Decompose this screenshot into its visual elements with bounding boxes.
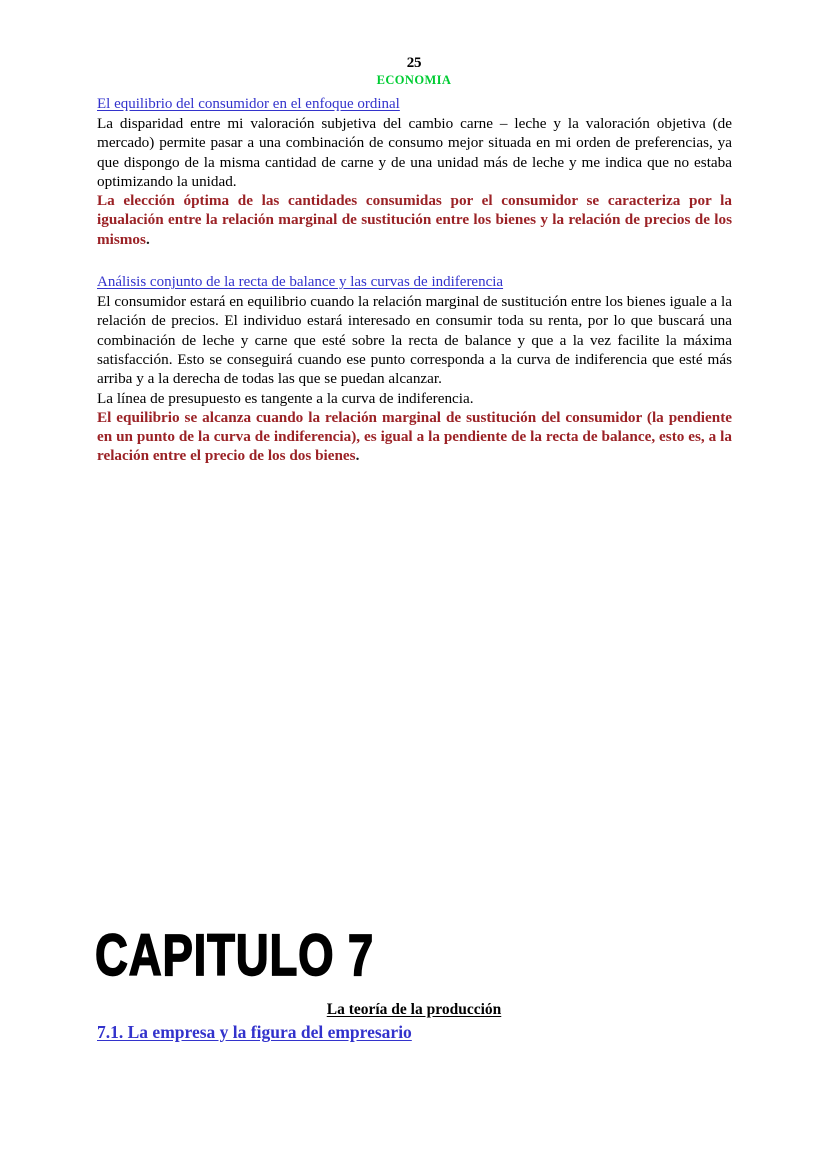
emphasis-equilibrio-alcanza	[97, 408, 732, 466]
emphasis-eleccion-optima	[97, 191, 732, 249]
section-heading-analisis-conjunto[interactable]: Análisis conjunto de la recta de balance y las curvas de indiferencia	[97, 274, 504, 291]
emphasis-eleccion-optima-period: .	[145, 230, 150, 248]
emphasis-equilibrio-alcanza-text: El equilibrio se alcanza cuando la relación marginal de sustitución del consumidor (la pendiente en un punto de la curva de indiferencia), es igual a la pendiente de la recta de balance, esto es, a la relación entre el precio de los dos bienes	[97, 408, 732, 465]
page-header	[0, 56, 828, 87]
emphasis-eleccion-optima-text: La elección óptima de las cantidades consumidas por el consumidor se caracteriza por la igualación entre la relación marginal de sustitución entre los bienes y la relación de precios de los mismos	[97, 192, 732, 248]
document-body	[97, 95, 732, 466]
section-spacer	[97, 249, 732, 273]
subsection-heading-7-1[interactable]: 7.1. La empresa y la figura del empresario	[97, 1022, 412, 1042]
page-number: 25	[406, 55, 422, 71]
part-title	[0, 1001, 828, 1019]
chapter-title: CAPITULO 7	[95, 922, 375, 989]
paragraph-consumidor-equilibrio: El consumidor estará en equilibrio cuando la relación marginal de sustitución entre los bienes iguale a la relación de precios. El individuo estará interesado en consumir toda su renta, por lo que buscará una combinación de leche y carne que esté sobre la recta de balance y que a la vez facilite la máxima satisfacción. Esto se conseguirá cuando ese punto corresponda a la curva de indiferencia que esté más arriba y a la derecha de todas las que se puedan alcanzar.	[97, 293, 732, 388]
paragraph-disparidad-valoracion: La disparidad entre mi valoración subjetiva del cambio carne – leche y la valoración objetiva (de mercado) permite pasar a una combinación de consumo mejor situada en mi orden de preferencias, ya que dispongo de la misma cantidad de carne y de una unidad más de leche y me indica que no estaba optimizando la unidad.	[97, 115, 732, 190]
section-heading-equilibrio-ordinal[interactable]: El equilibrio del consumidor en el enfoque ordinal	[97, 96, 400, 112]
part-title-text: La teoría de la producción	[326, 1001, 502, 1018]
course-name-label: ECONOMIA	[376, 73, 452, 87]
paragraph-linea-presupuesto: La línea de presupuesto es tangente a la curva de indiferencia.	[97, 389, 474, 407]
emphasis-equilibrio-alcanza-period: .	[355, 447, 360, 465]
